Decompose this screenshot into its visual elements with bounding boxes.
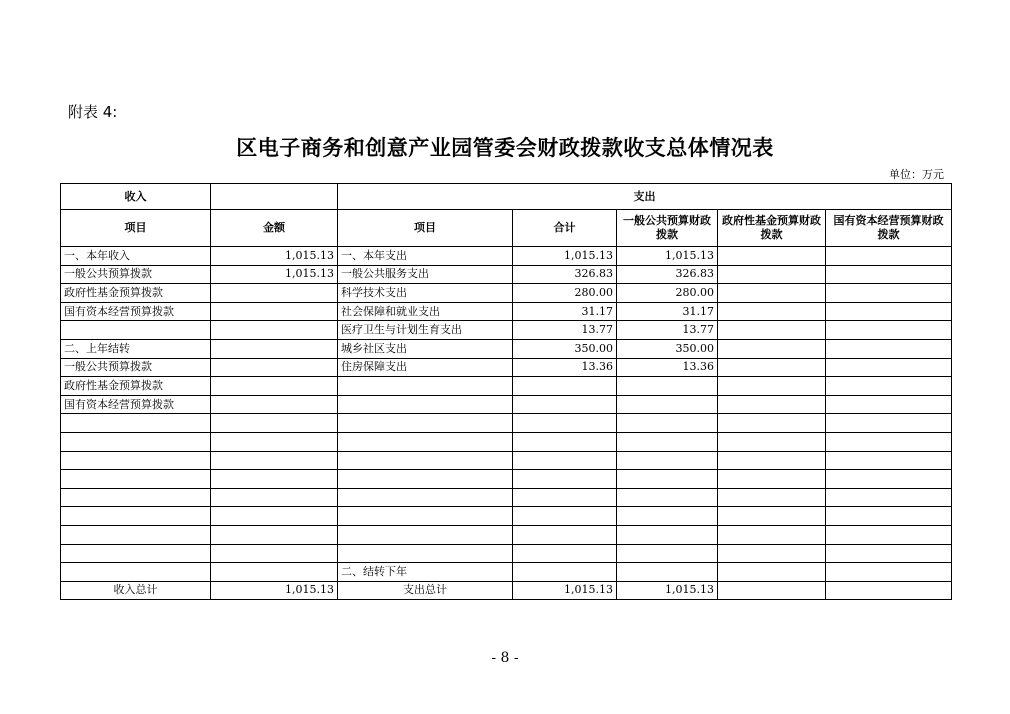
state-capital-cell: [826, 265, 952, 284]
finance-table: [60, 183, 952, 600]
gov-fund-cell: [718, 339, 826, 358]
general-budget-cell: [617, 488, 718, 507]
table-row: [61, 358, 952, 377]
state-capital-cell: [826, 563, 952, 582]
state-capital-total: [826, 581, 952, 600]
income-amount-cell: [211, 451, 338, 470]
income-item-cell: 一、本年收入: [61, 247, 211, 266]
income-item-cell: [61, 432, 211, 451]
expense-item-cell: [338, 414, 513, 433]
table-row: [61, 339, 952, 358]
expense-total-cell: 13.36: [513, 358, 617, 377]
expense-item-cell: [338, 377, 513, 396]
expense-item-cell: [338, 395, 513, 414]
general-budget-cell: [617, 470, 718, 489]
expense-total-cell: 13.77: [513, 321, 617, 340]
state-capital-cell: [826, 339, 952, 358]
general-budget-cell: [617, 544, 718, 563]
income-amount-cell: [211, 544, 338, 563]
table-row: [61, 321, 952, 340]
state-capital-cell: [826, 507, 952, 526]
income-total-amount: 1,015.13: [211, 581, 338, 600]
gov-fund-cell: [718, 321, 826, 340]
income-item-cell: 一般公共预算拨款: [61, 265, 211, 284]
general-budget-cell: [617, 432, 718, 451]
income-amount-header: 金额: [211, 210, 338, 247]
expense-total-cell: [513, 470, 617, 489]
expense-item-cell: 二、结转下年: [338, 563, 513, 582]
attachment-label: 附表 4:: [68, 103, 118, 121]
expense-item-cell: [338, 432, 513, 451]
general-budget-cell: [617, 563, 718, 582]
income-item-cell: 国有资本经营预算拨款: [61, 302, 211, 321]
state-capital-cell: [826, 414, 952, 433]
income-amount-cell: [211, 358, 338, 377]
income-amount-cell: [211, 395, 338, 414]
state-capital-cell: [826, 321, 952, 340]
state-capital-cell: [826, 247, 952, 266]
income-amount-cell: [211, 432, 338, 451]
income-item-cell: [61, 488, 211, 507]
state-capital-cell: [826, 358, 952, 377]
gov-fund-cell: [718, 284, 826, 303]
expense-item-cell: [338, 451, 513, 470]
income-amount-cell: [211, 507, 338, 526]
blank-header-cell: [211, 184, 338, 210]
totals-row: [61, 581, 952, 600]
table-row: [61, 432, 952, 451]
table-row: [61, 284, 952, 303]
general-budget-cell: 13.36: [617, 358, 718, 377]
state-capital-cell: [826, 395, 952, 414]
income-amount-cell: [211, 470, 338, 489]
income-item-cell: [61, 544, 211, 563]
unit-label: 单位：万元: [889, 168, 944, 181]
expense-total-cell: [513, 377, 617, 396]
income-item-cell: [61, 525, 211, 544]
income-amount-cell: [211, 302, 338, 321]
income-item-cell: [61, 321, 211, 340]
general-budget-cell: [617, 377, 718, 396]
expense-total-amount: 1,015.13: [513, 581, 617, 600]
gov-fund-cell: [718, 414, 826, 433]
gov-fund-header: 政府性基金预算财政拨款: [718, 210, 826, 247]
expense-total-cell: 280.00: [513, 284, 617, 303]
expense-item-cell: [338, 525, 513, 544]
expense-item-cell: 一般公共服务支出: [338, 265, 513, 284]
general-budget-cell: 31.17: [617, 302, 718, 321]
expense-header: 支出: [338, 184, 952, 210]
general-budget-cell: [617, 414, 718, 433]
gov-fund-cell: [718, 265, 826, 284]
income-amount-cell: [211, 488, 338, 507]
expense-item-cell: 一、本年支出: [338, 247, 513, 266]
page-number: - 8 -: [491, 650, 519, 666]
table-row: [61, 470, 952, 489]
page-title: 区电子商务和创意产业园管委会财政拨款收支总体情况表: [236, 135, 774, 160]
general-budget-cell: [617, 525, 718, 544]
state-capital-header: 国有资本经营预算财政拨款: [826, 210, 952, 247]
income-item-cell: 一般公共预算拨款: [61, 358, 211, 377]
general-budget-cell: 326.83: [617, 265, 718, 284]
gov-fund-cell: [718, 247, 826, 266]
gov-fund-cell: [718, 507, 826, 526]
expense-total-cell: [513, 432, 617, 451]
income-amount-cell: [211, 414, 338, 433]
expense-total-header: 合计: [513, 210, 617, 247]
general-budget-cell: 280.00: [617, 284, 718, 303]
expense-item-cell: 科学技术支出: [338, 284, 513, 303]
general-budget-cell: 1,015.13: [617, 247, 718, 266]
income-item-cell: [61, 470, 211, 489]
expense-total-cell: 31.17: [513, 302, 617, 321]
income-item-cell: [61, 563, 211, 582]
expense-total-cell: 1,015.13: [513, 247, 617, 266]
gov-fund-cell: [718, 432, 826, 451]
income-amount-cell: [211, 563, 338, 582]
table-row: [61, 377, 952, 396]
income-item-header: 项目: [61, 210, 211, 247]
gov-fund-cell: [718, 302, 826, 321]
income-amount-cell: [211, 377, 338, 396]
expense-total-cell: [513, 525, 617, 544]
expense-total-cell: [513, 451, 617, 470]
expense-total-cell: [513, 395, 617, 414]
gov-fund-cell: [718, 451, 826, 470]
state-capital-cell: [826, 470, 952, 489]
table-row: [61, 544, 952, 563]
income-amount-cell: [211, 284, 338, 303]
state-capital-cell: [826, 432, 952, 451]
expense-total-cell: 326.83: [513, 265, 617, 284]
general-budget-header: 一般公共预算财政拨款: [617, 210, 718, 247]
expense-item-header: 项目: [338, 210, 513, 247]
general-budget-cell: [617, 451, 718, 470]
gov-fund-total: [718, 581, 826, 600]
header-row-1: [61, 184, 952, 210]
income-amount-cell: [211, 321, 338, 340]
table-row: [61, 302, 952, 321]
income-header: 收入: [61, 184, 211, 210]
income-item-cell: [61, 414, 211, 433]
table-row: [61, 563, 952, 582]
expense-item-cell: 社会保障和就业支出: [338, 302, 513, 321]
gov-fund-cell: [718, 488, 826, 507]
expense-total-cell: [513, 507, 617, 526]
income-amount-cell: [211, 525, 338, 544]
income-item-cell: [61, 507, 211, 526]
expense-item-cell: [338, 507, 513, 526]
table-row: [61, 395, 952, 414]
gov-fund-cell: [718, 358, 826, 377]
income-amount-cell: 1,015.13: [211, 265, 338, 284]
table-row: [61, 488, 952, 507]
income-item-cell: 政府性基金预算拨款: [61, 284, 211, 303]
table-row: [61, 451, 952, 470]
state-capital-cell: [826, 488, 952, 507]
table-row: [61, 247, 952, 266]
expense-item-cell: [338, 488, 513, 507]
income-amount-cell: [211, 339, 338, 358]
general-budget-cell: 350.00: [617, 339, 718, 358]
general-budget-cell: 13.77: [617, 321, 718, 340]
state-capital-cell: [826, 525, 952, 544]
expense-item-cell: 城乡社区支出: [338, 339, 513, 358]
general-budget-total: 1,015.13: [617, 581, 718, 600]
state-capital-cell: [826, 302, 952, 321]
income-item-cell: 政府性基金预算拨款: [61, 377, 211, 396]
header-row-2: [61, 210, 952, 247]
gov-fund-cell: [718, 395, 826, 414]
expense-item-cell: 住房保障支出: [338, 358, 513, 377]
expense-item-cell: [338, 470, 513, 489]
gov-fund-cell: [718, 544, 826, 563]
state-capital-cell: [826, 451, 952, 470]
table-row: [61, 525, 952, 544]
gov-fund-cell: [718, 525, 826, 544]
income-total-label: 收入总计: [61, 581, 211, 600]
income-amount-cell: 1,015.13: [211, 247, 338, 266]
general-budget-cell: [617, 507, 718, 526]
expense-total-cell: [513, 488, 617, 507]
expense-total-label: 支出总计: [338, 581, 513, 600]
table-row: [61, 414, 952, 433]
expense-total-cell: [513, 563, 617, 582]
general-budget-cell: [617, 395, 718, 414]
income-item-cell: [61, 451, 211, 470]
state-capital-cell: [826, 377, 952, 396]
table-row: [61, 265, 952, 284]
gov-fund-cell: [718, 377, 826, 396]
expense-total-cell: [513, 414, 617, 433]
state-capital-cell: [826, 544, 952, 563]
state-capital-cell: [826, 284, 952, 303]
gov-fund-cell: [718, 563, 826, 582]
expense-item-cell: [338, 544, 513, 563]
income-item-cell: 国有资本经营预算拨款: [61, 395, 211, 414]
expense-total-cell: 350.00: [513, 339, 617, 358]
gov-fund-cell: [718, 470, 826, 489]
expense-item-cell: 医疗卫生与计划生育支出: [338, 321, 513, 340]
expense-total-cell: [513, 544, 617, 563]
income-item-cell: 二、上年结转: [61, 339, 211, 358]
table-row: [61, 507, 952, 526]
